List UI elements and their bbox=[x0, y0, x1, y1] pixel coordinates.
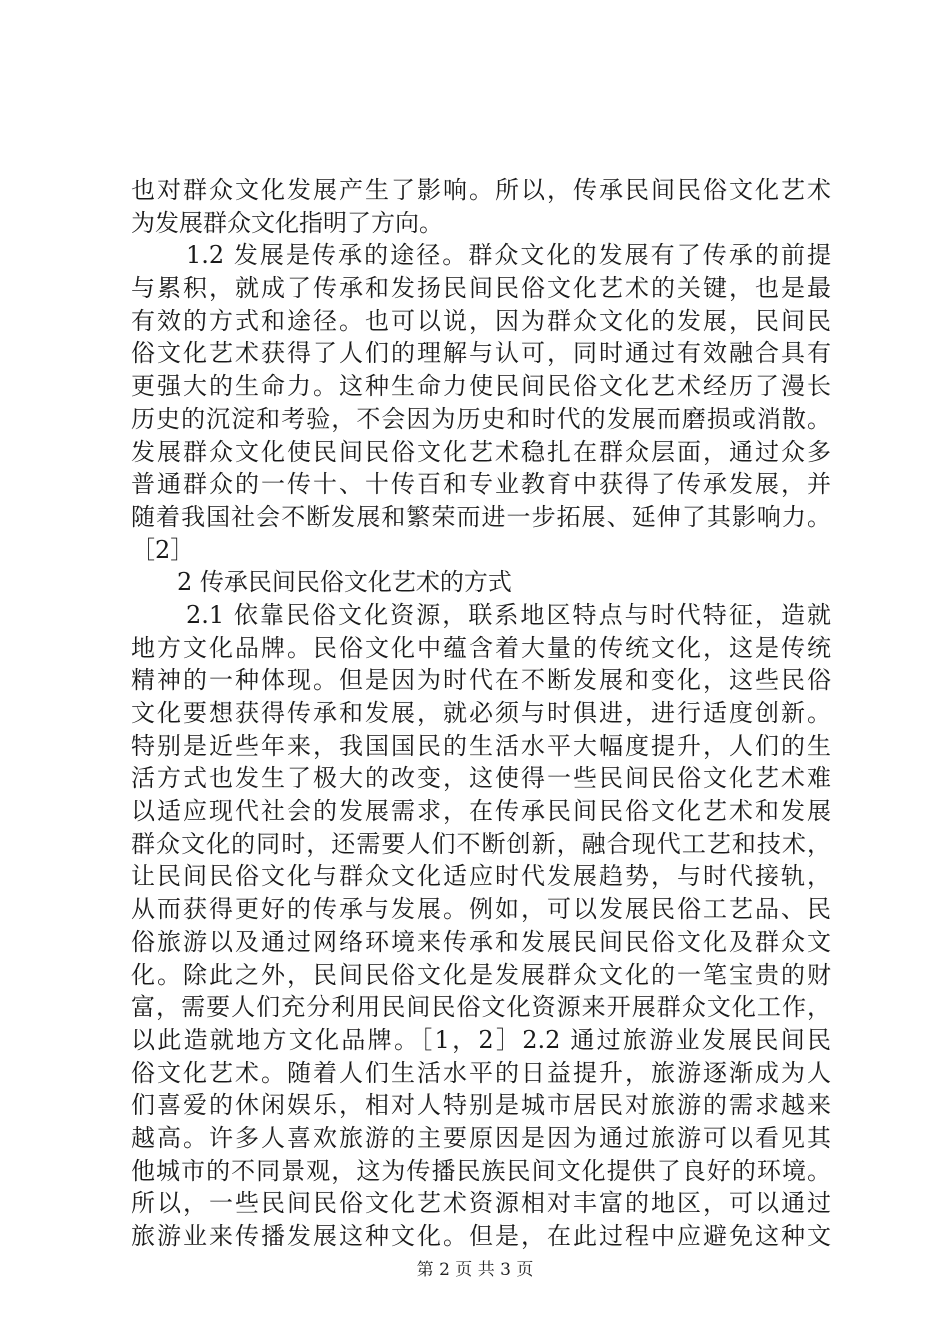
text-line: 他城市的不同景观，这为传播民族民间文化提供了良好的环境。 bbox=[131, 1156, 831, 1185]
text-line: 越高。许多人喜欢旅游的主要原因是因为通过旅游可以看见其 bbox=[131, 1123, 831, 1152]
text-line: 富，需要人们充分利用民间民俗文化资源来开展群众文化工作， bbox=[131, 993, 831, 1022]
text-line: 地方文化品牌。民俗文化中蕴含着大量的传统文化，这是传统 bbox=[131, 633, 831, 662]
text-line: 从而获得更好的传承与发展。例如，可以发展民俗工艺品、民 bbox=[131, 895, 831, 924]
page-footer: 第 2 页 共 3 页 bbox=[416, 1260, 534, 1280]
text-line: ［2］ bbox=[131, 535, 195, 564]
text-line: 普通群众的一传十、十传百和专业教育中获得了传承发展，并 bbox=[131, 470, 831, 499]
text-line: 以适应现代社会的发展需求，在传承民间民俗文化艺术和发展 bbox=[131, 797, 831, 826]
text-line: 与累积，就成了传承和发扬民间民俗文化艺术的关键，也是最 bbox=[131, 274, 831, 303]
text-line: 俗文化艺术。随着人们生活水平的日益提升，旅游逐渐成为人 bbox=[131, 1058, 831, 1087]
text-line: 发展群众文化使民间民俗文化艺术稳扎在群众层面，通过众多 bbox=[131, 437, 831, 466]
text-line: 也对群众文化发展产生了影响。所以，传承民间民俗文化艺术 bbox=[131, 176, 831, 204]
text-line: 化。除此之外，民间民俗文化是发展群众文化的一笔宝贵的财 bbox=[131, 960, 831, 989]
text-line: 2 传承民间民俗文化艺术的方式 bbox=[177, 568, 512, 597]
text-line: 群众文化的同时，还需要人们不断创新，融合现代工艺和技术， bbox=[131, 829, 831, 858]
text-line: 们喜爱的休闲娱乐，相对人特别是城市居民对旅游的需求越来 bbox=[131, 1091, 831, 1120]
text-line: 有效的方式和途径。也可以说，因为群众文化的发展，民间民 bbox=[131, 306, 831, 335]
body-text bbox=[131, 174, 831, 1253]
text-line: 1.2 发展是传承的途径。群众文化的发展有了传承的前提 bbox=[186, 241, 831, 270]
text-line: 2.1 依靠民俗文化资源，联系地区特点与时代特征，造就 bbox=[186, 600, 831, 629]
text-line: 精神的一种体现。但是因为时代在不断发展和变化，这些民俗 bbox=[131, 666, 831, 695]
text-line: 为发展群众文化指明了方向。 bbox=[131, 208, 443, 237]
text-line: 俗文化艺术获得了人们的理解与认可，同时通过有效融合具有 bbox=[131, 339, 831, 368]
text-line: 旅游业来传播发展这种文化。但是，在此过程中应避免这种文 bbox=[131, 1222, 831, 1250]
text-line: 以此造就地方文化品牌。［1，2］2.2 通过旅游业发展民间民 bbox=[131, 1025, 831, 1054]
text-line: 特别是近些年来，我国国民的生活水平大幅度提升，人们的生 bbox=[131, 731, 831, 760]
text-line: 让民间民俗文化与群众文化适应时代发展趋势，与时代接轨， bbox=[131, 862, 831, 891]
text-line: 活方式也发生了极大的改变，这使得一些民间民俗文化艺术难 bbox=[131, 764, 831, 793]
text-line: 文化要想获得传承和发展，就必须与时俱进，进行适度创新。 bbox=[131, 699, 831, 727]
text-line: 俗旅游以及通过网络环境来传承和发展民间民俗文化及群众文 bbox=[131, 927, 831, 956]
text-line: 更强大的生命力。这种生命力使民间民俗文化艺术经历了漫长 bbox=[131, 372, 831, 401]
text-line: 所以，一些民间民俗文化艺术资源相对丰富的地区，可以通过 bbox=[131, 1189, 831, 1218]
text-line: 随着我国社会不断发展和繁荣而进一步拓展、延伸了其影响力。 bbox=[131, 502, 831, 531]
text-line: 历史的沉淀和考验，不会因为历史和时代的发展而磨损或消散。 bbox=[131, 404, 831, 433]
